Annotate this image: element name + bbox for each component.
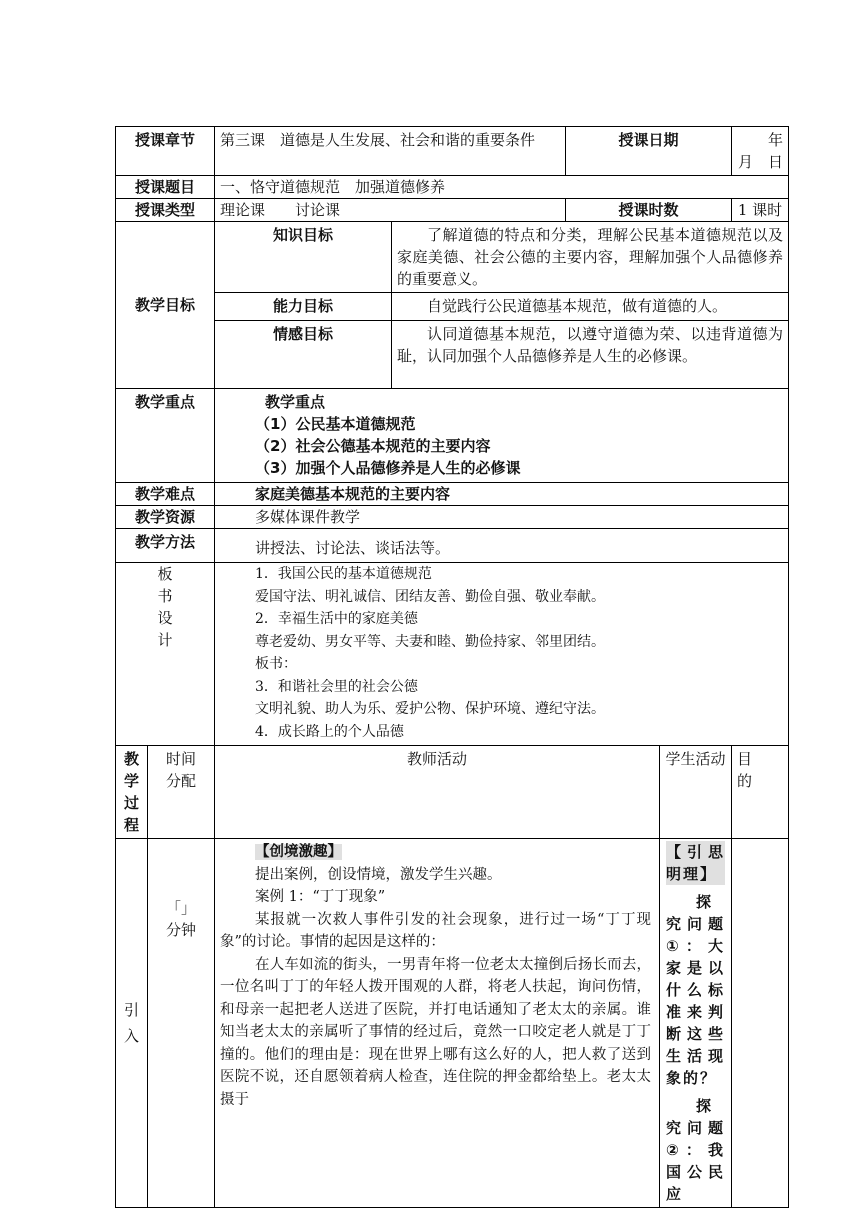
date-value: [732, 127, 789, 176]
intro-purpose: [732, 839, 789, 1208]
process-char-3: 过: [123, 794, 139, 812]
date-year: 年: [768, 131, 784, 149]
focus-title: 教学重点: [265, 393, 326, 411]
objectives-label: 教学目标: [116, 222, 215, 389]
purpose-char-2: 的: [737, 772, 753, 790]
intro-teacher-para-2: 在人车如流的街头，一男青年将一位老太太撞倒后扬长而去，一位名叫丁丁的年轻人拨开围观的人群，将老人扶起，询问伤情，和母亲一起把老人送进了医院，并打电话通知了老太太的亲属。谁知当老太太的亲属听了事情的经过后，竟然一口咬定老人就是丁丁撞的。他们的理由是：现在世界上哪有这么好的人，把人救了送到医院不说，还自愿领着病人检查，连住院的押金都给垫上。老太太摄于: [220, 956, 652, 1108]
process-char-2: 学: [123, 772, 139, 790]
focus-item-2: （2）社会公德基本规范的主要内容: [255, 437, 491, 455]
focus-label: 教学重点: [116, 389, 215, 483]
student-activity-header: 学生活动: [660, 746, 732, 839]
knowledge-goal-label: 知识目标: [215, 222, 392, 293]
board-line-7: 文明礼貌、助人为乐、爱护公物、保护环境、遵纪守法。: [255, 701, 606, 717]
intro-teacher-activity: [215, 839, 660, 1208]
intro-teacher-line-2: 案例 1：“丁丁现象”: [255, 889, 386, 905]
process-stage-header: [116, 746, 148, 839]
process-char-4: 程: [123, 816, 139, 834]
focus-item-1: （1）公民基本道德规范: [255, 415, 416, 433]
methods-label: 教学方法: [116, 529, 215, 563]
difficulty-label: 教学难点: [116, 483, 215, 506]
chapter-value: 第三课 道德是人生发展、社会和谐的重要条件: [215, 127, 566, 176]
focus-content: [215, 389, 789, 483]
board-line-4: 尊老爱幼、男女平等、夫妻和睦、勤俭持家、邻里团结。: [255, 633, 606, 650]
hours-value: 1 课时: [732, 199, 789, 222]
board-char-2: 书: [157, 587, 173, 605]
emotion-goal-text: 认同道德基本规范，以遵守道德为荣、以违背道德为耻，认同加强个人品德修养是人生的必修课。: [392, 321, 789, 389]
hours-label: 授课时数: [566, 199, 732, 222]
board-line-5: 板书：: [255, 656, 298, 672]
board-line-1: 1．我国公民的基本道德规范: [255, 566, 432, 582]
intro-student-q2: 探究问题②：我国公民应: [666, 1097, 726, 1203]
intro-teacher-line-1: 提出案例，创设情境，激发学生兴趣。: [255, 866, 502, 883]
focus-item-3: （3）加强个人品德修养是人生的必修课: [255, 459, 521, 477]
intro-student-activity: [660, 839, 732, 1208]
time-header: [148, 746, 215, 839]
date-month-day: 月 日: [738, 153, 784, 171]
intro-time: [148, 839, 215, 1208]
board-content: [215, 563, 789, 746]
lesson-plan-table: [115, 126, 789, 1208]
intro-student-heading: 【引思明理】: [666, 843, 726, 883]
intro-time-unit: 分钟: [166, 921, 197, 939]
intro-char-2: 入: [123, 1027, 139, 1045]
chapter-label: 授课章节: [116, 127, 215, 176]
board-line-2: 爱国守法、明礼诚信、团结友善、勤俭自强、敬业奉献。: [255, 588, 606, 605]
board-char-3: 设: [157, 609, 173, 627]
intro-stage: [116, 839, 148, 1208]
board-char-1: 板: [157, 565, 173, 583]
board-label: [116, 563, 215, 746]
date-label: 授课日期: [566, 127, 732, 176]
board-line-3: 2．幸福生活中的家庭美德: [255, 611, 418, 627]
topic-value: 一、恪守道德规范 加强道德修养: [215, 176, 789, 199]
resources-label: 教学资源: [116, 506, 215, 529]
ability-goal-text: 自觉践行公民道德基本规范，做有道德的人。: [392, 293, 789, 321]
difficulty-text: 家庭美德基本规范的主要内容: [215, 483, 789, 506]
teacher-activity-header: 教师活动: [215, 746, 660, 839]
time-header-line-2: 分配: [166, 772, 197, 790]
topic-label: 授课题目: [116, 176, 215, 199]
ability-goal-label: 能力目标: [215, 293, 392, 321]
board-line-8: 4．成长路上的个人品德: [255, 723, 404, 740]
intro-char-1: 引: [123, 1001, 139, 1019]
board-line-6: 3．和谐社会里的社会公德: [255, 678, 418, 695]
board-char-4: 计: [157, 631, 173, 649]
time-header-line-1: 时间: [166, 750, 197, 768]
intro-student-q1: 探究问题①：大家是以什么标准来判断这些生活现象的？: [666, 893, 726, 1087]
methods-text: 讲授法、讨论法、谈话法等。: [215, 529, 789, 563]
intro-teacher-heading: 【创境激趣】: [255, 844, 343, 860]
type-label: 授课类型: [116, 199, 215, 222]
intro-teacher-para-1: 某报就一次救人事件引发的社会现象，进行过一场“丁丁现象”的讨论。事情的起因是这样的：: [220, 911, 652, 950]
type-value: 理论课 讨论课: [215, 199, 566, 222]
purpose-header: [732, 746, 789, 839]
purpose-char-1: 目: [737, 750, 753, 768]
process-char-1: 教: [123, 750, 139, 768]
knowledge-goal-text: 了解道德的特点和分类，理解公民基本道德规范以及家庭美德、社会公德的主要内容，理解加强个人品德修养的重要意义。: [392, 222, 789, 293]
resources-text: 多媒体课件教学: [215, 506, 789, 529]
intro-time-bracket: 「」: [166, 899, 197, 917]
emotion-goal-label: 情感目标: [215, 321, 392, 389]
